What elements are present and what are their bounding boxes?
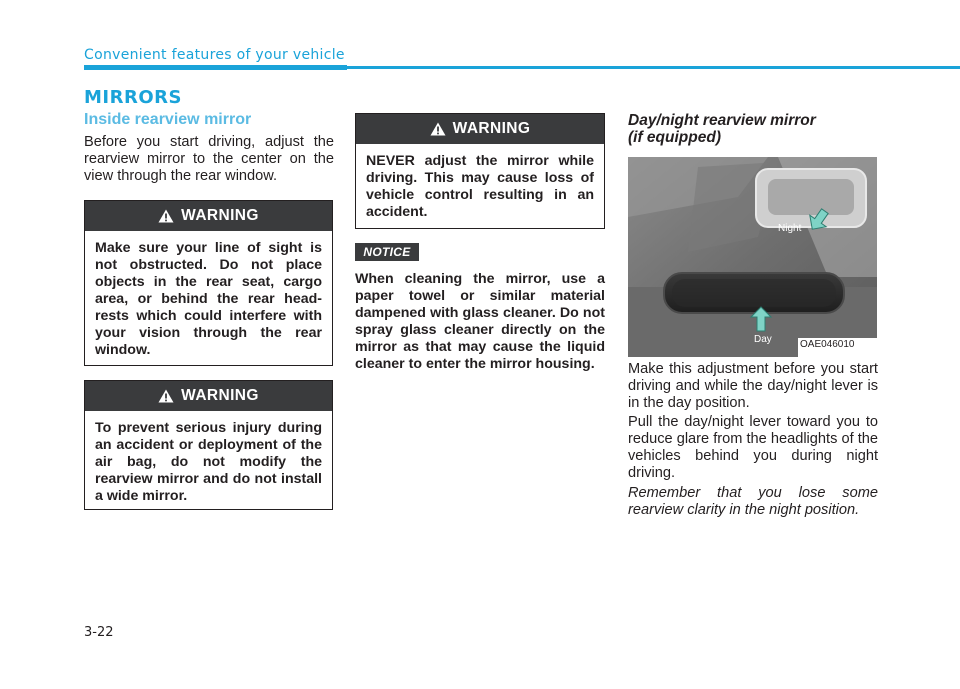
warning-triangle-icon: [158, 389, 174, 403]
chapter-title: MIRRORS: [84, 87, 182, 108]
day-label: Day: [754, 334, 772, 345]
day-night-para1: Make this adjustment before you start driving and while the day/night lever is in the day position.: [628, 361, 878, 411]
night-label: Night: [778, 223, 802, 234]
warning-header: [85, 381, 332, 411]
warning-label: WARNING: [181, 387, 259, 404]
day-night-para2: Pull the day/night lever toward you to reduce glare from the headlights of the vehicles behind you during night driving.: [628, 414, 878, 481]
warning-header: [356, 114, 604, 144]
page-number: 3-22: [84, 625, 114, 640]
warning-triangle-icon: [158, 209, 174, 223]
day-night-para3: Remember that you lose some rearview clarity in the night position.: [628, 485, 878, 518]
warning-text: To prevent serious injury during an accident or deployment of the air bag, do not modify the rearview mirror and do not install a wide mirror.: [95, 420, 322, 504]
rearview-mirror-photo: [628, 157, 877, 357]
photo-code: OAE046010: [800, 339, 855, 350]
notice-paragraph: When cleaning the mirror, use a paper towel or similar material dampened with glass cleaner. Do not spray glass cleaner directly on the mirror as that may cause the liquid cleaner to enter the mirror housing.: [355, 271, 605, 372]
warning-label: WARNING: [181, 207, 259, 224]
warning-triangle-icon: [430, 122, 446, 136]
warning-label: WARNING: [452, 120, 531, 137]
warning-text: Make sure your line of sight is not obstructed. Do not place objects in the rear seat, cargo area, or behind the rear head-rests which could interfere with your vision through the rear window.: [95, 240, 322, 358]
section-header: Convenient features of your vehicle: [84, 47, 345, 63]
day-night-heading: [628, 112, 816, 146]
intro-paragraph: Before you start driving, adjust the rearview mirror to the center on the view through the rear window.: [84, 134, 334, 184]
warning-header: [85, 201, 332, 231]
subheading-inside-mirror: Inside rearview mirror: [84, 111, 252, 128]
header-rule-accent: [84, 65, 347, 70]
warning-box-line-of-sight: [84, 200, 333, 366]
day-night-heading-line2: (if equipped): [628, 129, 721, 146]
notice-badge: NOTICE: [355, 243, 419, 261]
warning-box-air-bag: [84, 380, 333, 510]
warning-text: NEVER adjust the mirror while driving. This may cause loss of vehicle control resulting in an accident.: [366, 153, 594, 220]
warning-box-adjust-while-driving: [355, 113, 605, 229]
day-night-heading-line1: Day/night rearview mirror: [628, 112, 816, 129]
